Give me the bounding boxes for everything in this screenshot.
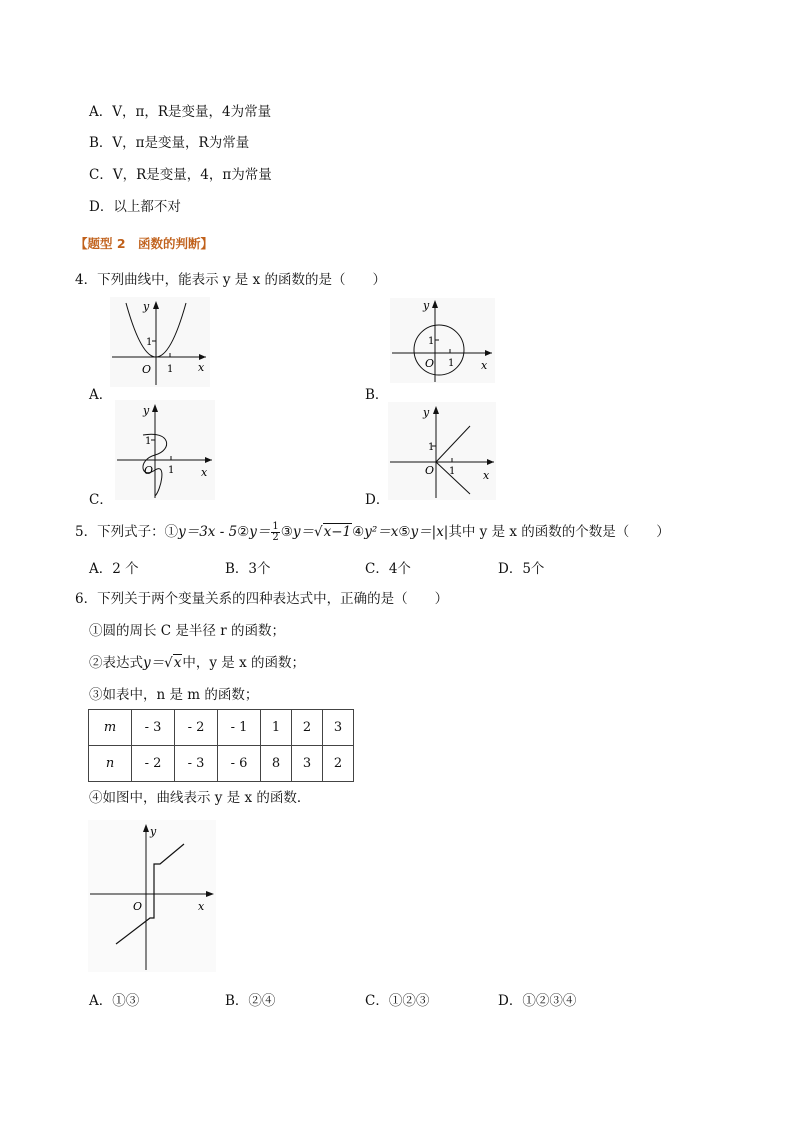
fig-a-tick-y: 1 bbox=[146, 337, 153, 348]
q6-option-c: C．①②③ bbox=[365, 993, 430, 1009]
q5-frac-den: 2 bbox=[272, 532, 279, 543]
table-cell: 2 bbox=[323, 746, 354, 782]
q5-option-a: A．2 个 bbox=[89, 561, 139, 577]
fig-d-x-label: x bbox=[483, 469, 490, 482]
table-cell: - 2 bbox=[175, 710, 218, 746]
q6-stem: 6．下列关于两个变量关系的四种表达式中，正确的是（ ） bbox=[75, 591, 449, 607]
q3-option-c: C．V，R是变量，4，π为常量 bbox=[89, 167, 272, 183]
fig-c-x-label: x bbox=[201, 466, 208, 479]
q6-s2-pre: ②表达式 bbox=[89, 655, 143, 671]
q5-expr-4: y²＝x bbox=[364, 524, 399, 540]
q5-fraction bbox=[271, 522, 279, 543]
fig-b-x-label: x bbox=[481, 359, 488, 372]
q6-fig-origin: O bbox=[133, 900, 143, 913]
q4-label-d: D． bbox=[365, 492, 390, 508]
q5-option-c: C．4个 bbox=[365, 561, 411, 577]
table-cell: 2 bbox=[292, 710, 323, 746]
q4-figure-b bbox=[390, 298, 495, 383]
q5-circle-2: ② bbox=[237, 524, 250, 540]
table-cell: 8 bbox=[261, 746, 292, 782]
fig-c-y-label: y bbox=[143, 404, 150, 417]
q3-option-b: B．V，π是变量，R为常量 bbox=[89, 135, 250, 151]
q4-figure-a bbox=[110, 297, 210, 387]
q5-circle-4: ④ bbox=[352, 524, 365, 540]
q6-fig-x-label: x bbox=[198, 900, 205, 913]
q6-s2-expr: y＝√ bbox=[143, 655, 173, 671]
table-cell: - 3 bbox=[175, 746, 218, 782]
fig-a-tick-x: 1 bbox=[167, 364, 174, 375]
q5-expr-5: y＝|x| bbox=[410, 524, 449, 540]
q5-expr-3-lhs: y＝√ bbox=[292, 524, 323, 540]
q6-statement-3: ③如表中，n 是 m 的函数； bbox=[89, 687, 259, 703]
q6-option-d: D．①②③④ bbox=[498, 993, 577, 1009]
fig-b-tick-y: 1 bbox=[428, 336, 435, 347]
q5-expr-1: y＝3x - 5 bbox=[178, 524, 238, 540]
fig-d-y-label: y bbox=[423, 406, 430, 419]
q5-circle-3: ③ bbox=[280, 524, 293, 540]
table-cell: - 1 bbox=[218, 710, 261, 746]
q4-stem: 4．下列曲线中，能表示 y 是 x 的函数的是（ ） bbox=[75, 272, 386, 288]
fig-c-tick-y: 1 bbox=[145, 436, 152, 447]
fig-b-y-label: y bbox=[423, 299, 430, 312]
q4-label-a: A． bbox=[89, 387, 113, 403]
q4-label-c: C． bbox=[89, 492, 113, 508]
table-cell: 1 bbox=[261, 710, 292, 746]
fig-a-origin: O bbox=[142, 363, 152, 376]
table-cell: 3 bbox=[323, 710, 354, 746]
fig-c-tick-x: 1 bbox=[168, 465, 175, 476]
q6-option-a: A．①③ bbox=[89, 993, 140, 1009]
fig-c-origin: O bbox=[144, 464, 154, 477]
q3-option-d: D．以上都不对 bbox=[89, 199, 181, 215]
fig-a-x-label: x bbox=[198, 361, 205, 374]
q6-statement-2 bbox=[89, 654, 305, 672]
q5-frac-num: 1 bbox=[272, 521, 279, 532]
fig-b-origin: O bbox=[425, 357, 435, 370]
q5-prefix: 5．下列式子：① bbox=[75, 524, 179, 540]
q6-fig-y-label: y bbox=[150, 825, 157, 838]
q4-figure-d bbox=[388, 402, 496, 500]
q5-option-d: D．5个 bbox=[498, 561, 545, 577]
q5-circle-5: ⑤ bbox=[398, 524, 411, 540]
fig-b-tick-x: 1 bbox=[448, 358, 455, 369]
fig-d-tick-x: 1 bbox=[449, 466, 456, 477]
q6-figure bbox=[88, 820, 216, 972]
fig-a-y-label: y bbox=[143, 300, 150, 313]
q4-label-b: B． bbox=[365, 387, 389, 403]
table-cell: - 6 bbox=[218, 746, 261, 782]
q6-statement-1: ①圆的周长 C 是半径 r 的函数； bbox=[89, 623, 285, 639]
fig-d-origin: O bbox=[425, 464, 435, 477]
table-cell: m bbox=[89, 710, 132, 746]
q4-figure-c bbox=[115, 400, 215, 500]
q5-option-b: B．3个 bbox=[225, 561, 271, 577]
q3-option-a: A．V，π，R是变量，4为常量 bbox=[89, 104, 272, 120]
q6-statement-4: ④如图中，曲线表示 y 是 x 的函数． bbox=[89, 790, 311, 806]
table-cell: - 2 bbox=[132, 746, 175, 782]
q5-expr-2-lhs: y＝ bbox=[249, 524, 271, 540]
q5-stem bbox=[75, 522, 670, 543]
section-title: 【题型 2 函数的判断】 bbox=[75, 236, 214, 251]
q5-suffix: 其中 y 是 x 的函数的个数是（ ） bbox=[448, 524, 670, 540]
table-cell: - 3 bbox=[132, 710, 175, 746]
q6-option-b: B．②④ bbox=[225, 993, 276, 1009]
q6-table bbox=[88, 709, 354, 782]
q6-s2-post: 中，y 是 x 的函数； bbox=[182, 655, 305, 671]
fig-d-tick-y: 1 bbox=[428, 442, 435, 453]
table-cell: n bbox=[89, 746, 132, 782]
q5-expr-3-radicand: x−1 bbox=[323, 524, 352, 540]
table-row bbox=[89, 710, 354, 746]
q6-s2-radicand: x bbox=[173, 655, 182, 671]
table-row bbox=[89, 746, 354, 782]
table-cell: 3 bbox=[292, 746, 323, 782]
